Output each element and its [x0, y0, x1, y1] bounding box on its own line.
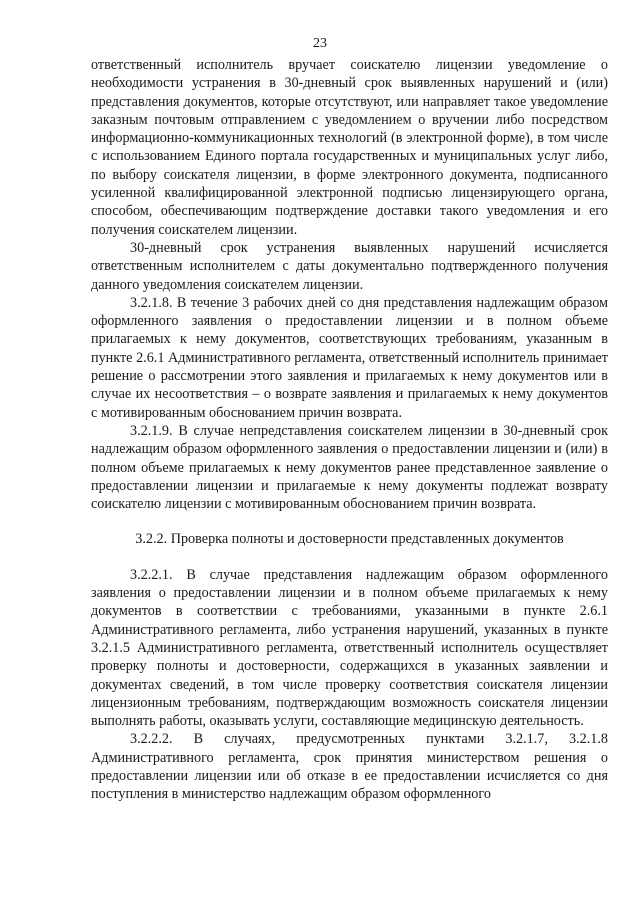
document-body [91, 56, 608, 804]
paragraph-3-2-2-1: 3.2.2.1. В случае представления надлежащим образом оформленного заявления о предоставлении лицензии и в полном объеме прилагаемых к нему документов в соответствии с требованиями, указанными в пункте 2.6.1 Административного регламента, либо устранения нарушений, указанных в пункте 3.2.1.5 Административного регламента, ответственный исполнитель осуществляет проверку полноты и достоверности, содержащихся в указанных заявлении и документах сведений, в том числе проверку соответствия соискателя лицензии лицензионным требованиям, подтверждающим возможность соискателя лицензии выполнять работы, оказывать услуги, составляющие медицинскую деятельность. [91, 566, 608, 730]
paragraph-continuation: ответственный исполнитель вручает соискателю лицензии уведомление о необходимости устранения в 30-дневный срок выявленных нарушений и (или) представления документов, которые отсутствуют, или направляет такое уведомление заказным почтовым отправлением с уведомлением о вручении либо посредством информационно-коммуникационных технологий (в электронной форме), в том числе с использованием Единого портала государственных и муниципальных услуг либо, по выбору соискателя лицензии, в форме электронного документа, подписанного усиленной квалифицированной электронной подписью лицензирующего органа, способом, обеспечивающим подтверждение доставки такого уведомления и его получения соискателем лицензии. [91, 57, 608, 238]
paragraph-3-2-1-8: 3.2.1.8. В течение 3 рабочих дней со дня представления надлежащим образом оформленного заявления о предоставлении лицензии и в полном объеме прилагаемых к нему документов, соответствующих требованиям, указанным в пункте 2.6.1 Административного регламента, ответственный исполнитель принимает решение о рассмотрении этого заявления и прилагаемых к нему документов или в случае их несоответствия – о возврате заявления и прилагаемых к нему документов с мотивированным обоснованием причин возврата. [91, 294, 608, 421]
paragraph-3-2-1-9: 3.2.1.9. В случае непредставления соискателем лицензии в 30-дневный срок надлежащим образом оформленного заявления о предоставлении лицензии и (или) в полном объеме прилагаемых к нему документов ранее представленное заявление о предоставлении лицензии и прилагаемые к нему документы подлежат возврату соискателю лицензии с мотивированным обоснованием причин возврата. [91, 422, 608, 513]
paragraph-30-day-term: 30-дневный срок устранения выявленных нарушений исчисляется ответственным исполнителем с даты документально подтвержденного получения данного уведомления соискателем лицензии. [91, 239, 608, 293]
paragraph-3-2-2-2: 3.2.2.2. В случаях, предусмотренных пунктами 3.2.1.7, 3.2.1.8 Административного регламента, срок принятия министерством решения о предоставлении лицензии или об отказе в ее предоставлении исчисляется со дня поступления в министерство надлежащим образом оформленного [91, 731, 608, 803]
section-heading-3-2-2: 3.2.2. Проверка полноты и достоверности представленных документов [135, 531, 564, 548]
page-number: 23 [313, 36, 327, 51]
